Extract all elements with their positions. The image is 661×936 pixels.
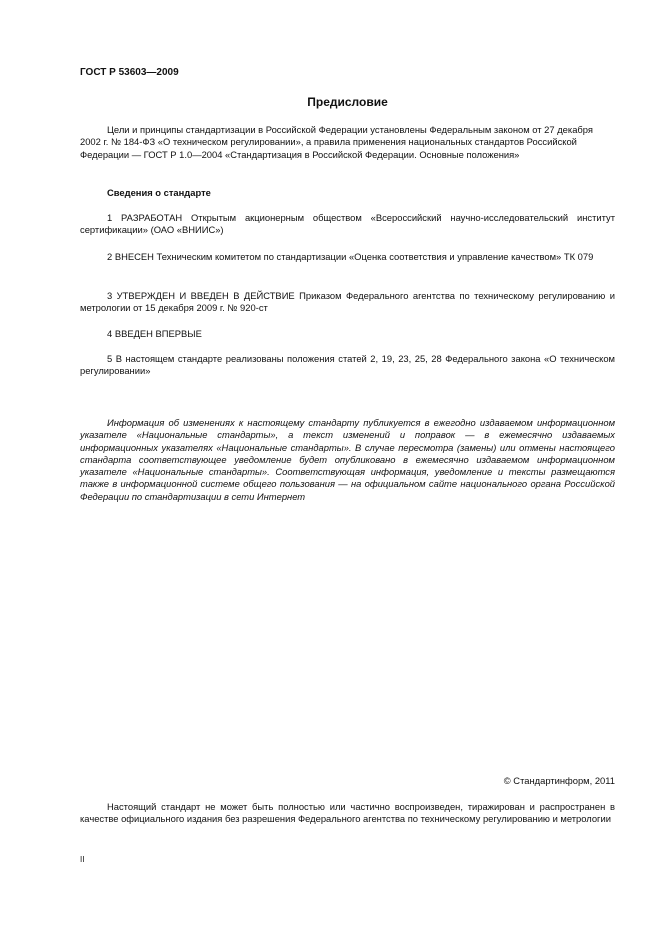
intro-paragraph <box>80 124 615 161</box>
standard-info-item-text: 2 ВНЕСЕН Техническим комитетом по стандартизации «Оценка соответствия и управление качеством» ТК 079 <box>107 251 594 262</box>
changes-notice <box>80 417 615 503</box>
copyright: © Стандартинформ, 2011 <box>503 775 615 786</box>
standard-info-item-3 <box>80 290 615 315</box>
intro-text: Цели и принципы стандартизации в Российской Федерации установлены Федеральным законом от 27 декабря 2002 г. № 184-ФЗ «О техническом регулировании», а правила применения национальных стандартов Российской Федерации — ГОСТ Р 1.0—2004 «Стандартизация в Российской Федерации. Основные положения» <box>80 124 593 160</box>
standard-info-item-2 <box>80 251 615 263</box>
standard-info-item-text: 5 В настоящем стандарте реализованы положения статей 2, 19, 23, 25, 28 Федерального закона «О техническом регулировании» <box>80 353 615 377</box>
standard-info-item-text: 4 ВВЕДЕН ВПЕРВЫЕ <box>107 328 202 339</box>
standard-info-item-text: 1 РАЗРАБОТАН Открытым акционерным обществом «Всероссийский научно-исследовательский институт сертификации» (ОАО «ВНИИС») <box>80 212 615 236</box>
changes-notice-text: Информация об изменениях к настоящему стандарту публикуется в ежегодно издаваемом информационном указателе «Национальные стандарты», а текст изменений и поправок — в ежемесячно издаваемых информационных указателях «Национальные стандарты». В случае пересмотра (замены) или отмены настоящего стандарта соответствующее уведомление будет опубликовано в ежемесячно издаваемом информационном указателе «Национальные стандарты». Соответствующая информация, уведомление и тексты размещаются также в информационной системе общего пользования — на официальном сайте национального органа Российской Федерации по стандартизации в сети Интернет <box>80 417 615 502</box>
standard-info-item-1 <box>80 212 615 237</box>
standard-info-item-text: 3 УТВЕРЖДЕН И ВВЕДЕН В ДЕЙСТВИЕ Приказом Федерального агентства по техническому регулированию и метрологии от 15 декабря 2009 г. № 920-ст <box>80 290 615 314</box>
reproduction-notice-text: Настоящий стандарт не может быть полностью или частично воспроизведен, тиражирован и распространен в качестве официального издания без разрешения Федерального агентства по техническому регулированию и метрологии <box>80 801 615 825</box>
standard-info-item-5 <box>80 353 615 378</box>
reproduction-notice <box>80 801 615 826</box>
page-title: Предисловие <box>307 95 388 109</box>
standard-info-item-4 <box>80 328 615 340</box>
document-number: ГОСТ Р 53603—2009 <box>80 67 179 78</box>
standard-info-heading: Сведения о стандарте <box>107 187 211 198</box>
page-number: II <box>80 855 85 864</box>
